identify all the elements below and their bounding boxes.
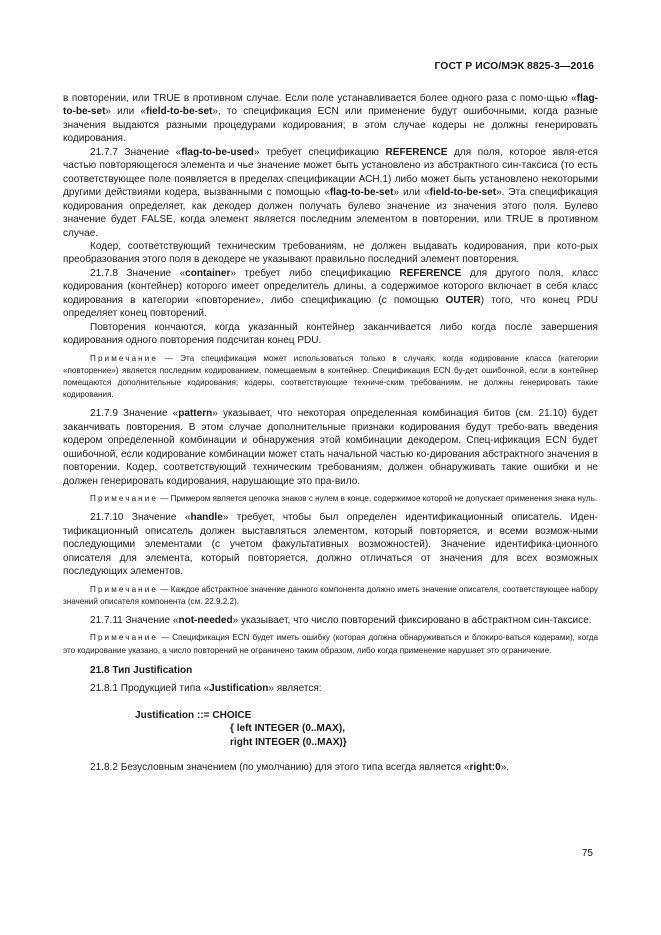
note-label: Примечание: [90, 584, 159, 594]
page-number: 75: [581, 848, 593, 859]
code-line: { left INTEGER (0..MAX),: [230, 723, 345, 735]
paragraph-21-7-11: 21.7.11 Значение «not-needed» указывает, что число повторений фиксировано в абстрактном син-таксисе.: [90, 615, 592, 627]
paragraph-21-8-2: 21.8.2 Безусловным значением (по умолчанию) для этого типа всегда является «right:0».: [90, 761, 510, 773]
note-3: Примечание — Каждое абстрактное значение данного компонента должно иметь значение описателя, соответствующее набору значений описателя компонента (см. 22.9.2.2).: [63, 584, 598, 606]
note-label: Примечание: [90, 494, 159, 504]
paragraph-continuation: в повторении, или TRUE в противном случае. Если поле устанавливается более одного раза с помо-щью «flag-to-be-set» или «field-to-be-set», то спецификация ECN или применение будут ошибочными, когда разные значения выдаются разными процедурами кодирования; в этом случае кодеры не должны генерировать кодирования.: [63, 93, 598, 145]
paragraph-21-8-1: 21.8.1 Продукцией типа «Justification» является:: [90, 683, 322, 695]
paragraph-21-7-7: 21.7.7 Значение «flag-to-be-used» требует спецификацию REFERENCE для поля, которое явля-ется частью повторяющегося элемента и чье значение может быть установлено из абстрактного син-таксиса (то есть соответствующее поле появляется в пределах спецификации АСН.1) либо может быть установлено некоторыми другими действиями кодера, вызванными с помощью «flag-to-be-set» или «field-to-be-set». Эта спецификация кодирования определяет, как декодер должен получать булево значение из значения этого поля. Булево значение будет FALSE, когда элемент является последним элементом в повторении, или TRUE в противном случае.: [63, 146, 598, 239]
document-body: [63, 92, 598, 774]
note-1: Примечание — Эта спецификация может использоваться только в случаях, когда кодирование класса (категории «повторение») является последним кодированием, помещаемым в контейнер. Спецификация ECN бу-дет ошибочной, если в контейнер помещаются дополнительные кодирования; кодеры, соответствующие техниче-ским требованиям, не должны генерировать такие кодирования.: [63, 353, 598, 400]
paragraph-21-7-8: 21.7.8 Значение «container» требует либо спецификацию REFERENCE для другого поля, класс кодирования (контейнер) которого имеет определитель длины, а содержимое которого включает в себя класс кодирования в категории «повторение», либо спецификацию (с помощью OUTER) того, что конец PDU определяет конец повторений.: [63, 267, 599, 320]
section-heading-21-8: 21.8 Тип Justification: [90, 664, 193, 676]
paragraph-encoder-requirement: Кодер, соответствующий техническим требованиям, не должен выдавать кодирования, при кото-рых преобразования этого поля в декодере не указывают правильно последний элемент повторения.: [63, 240, 598, 266]
code-line: right INTEGER (0..MAX)}: [230, 736, 347, 748]
note-4: Примечание — Спецификация ECN будет иметь ошибку (которая должна обнаруживаться и блокиро-ваться кодерами), когда это кодирование указано, а число повторений не ограничено таким образом, либо когда применение нарушает это ограничение.: [63, 633, 598, 655]
code-block-justification: [135, 709, 598, 750]
standard-header: ГОСТ Р ИСО/МЭК 8825-3—2016: [434, 61, 594, 72]
paragraph-21-7-10: 21.7.10 Значение «handle» требует, чтобы был определен идентификационный описатель. Иден-тификационный описатель должен выставляться элементом, который повторяется, и всеми возмож-ными последующими элементами (с учетом факультативных возможностей). Значение идентифика-ционного описателя для элемента, который повторяется, должно отличаться от значения для всех возможных последующих элементов.: [63, 512, 598, 578]
note-2: Примечание — Примером является цепочка знаков с нулем в конце, содержимое которой не допускает применения знака нуль.: [90, 494, 598, 504]
paragraph-repetitions-end: Повторения кончаются, когда указанный контейнер заканчивается либо когда после завершения кодирования одного повторения подсчитан конец PDU.: [63, 321, 598, 347]
code-line: Justification ::= CHOICE: [135, 709, 252, 721]
paragraph-21-7-9: 21.7.9 Значение «pattern» указывает, что некоторая определенная комбинация битов (см. 21.10) будет заканчивать повторения. В этом случае дополнительные признаки кодирования будут требо-вать введения кодером определенной комбинации и обнаружения этой комбинации декодером. Спец-ификация ECN будет ошибочной, если кодирование комбинации может стать начальной частью ко-дирования абстрактного значения в повторении. Кодер, соответствующий техническим требованиям, должен обнаруживать такие ошибки и не должен генерировать кодирования, нарушающие это пра-вило.: [63, 408, 598, 487]
note-label: Примечание: [90, 353, 159, 363]
note-label: Примечание: [90, 633, 159, 643]
